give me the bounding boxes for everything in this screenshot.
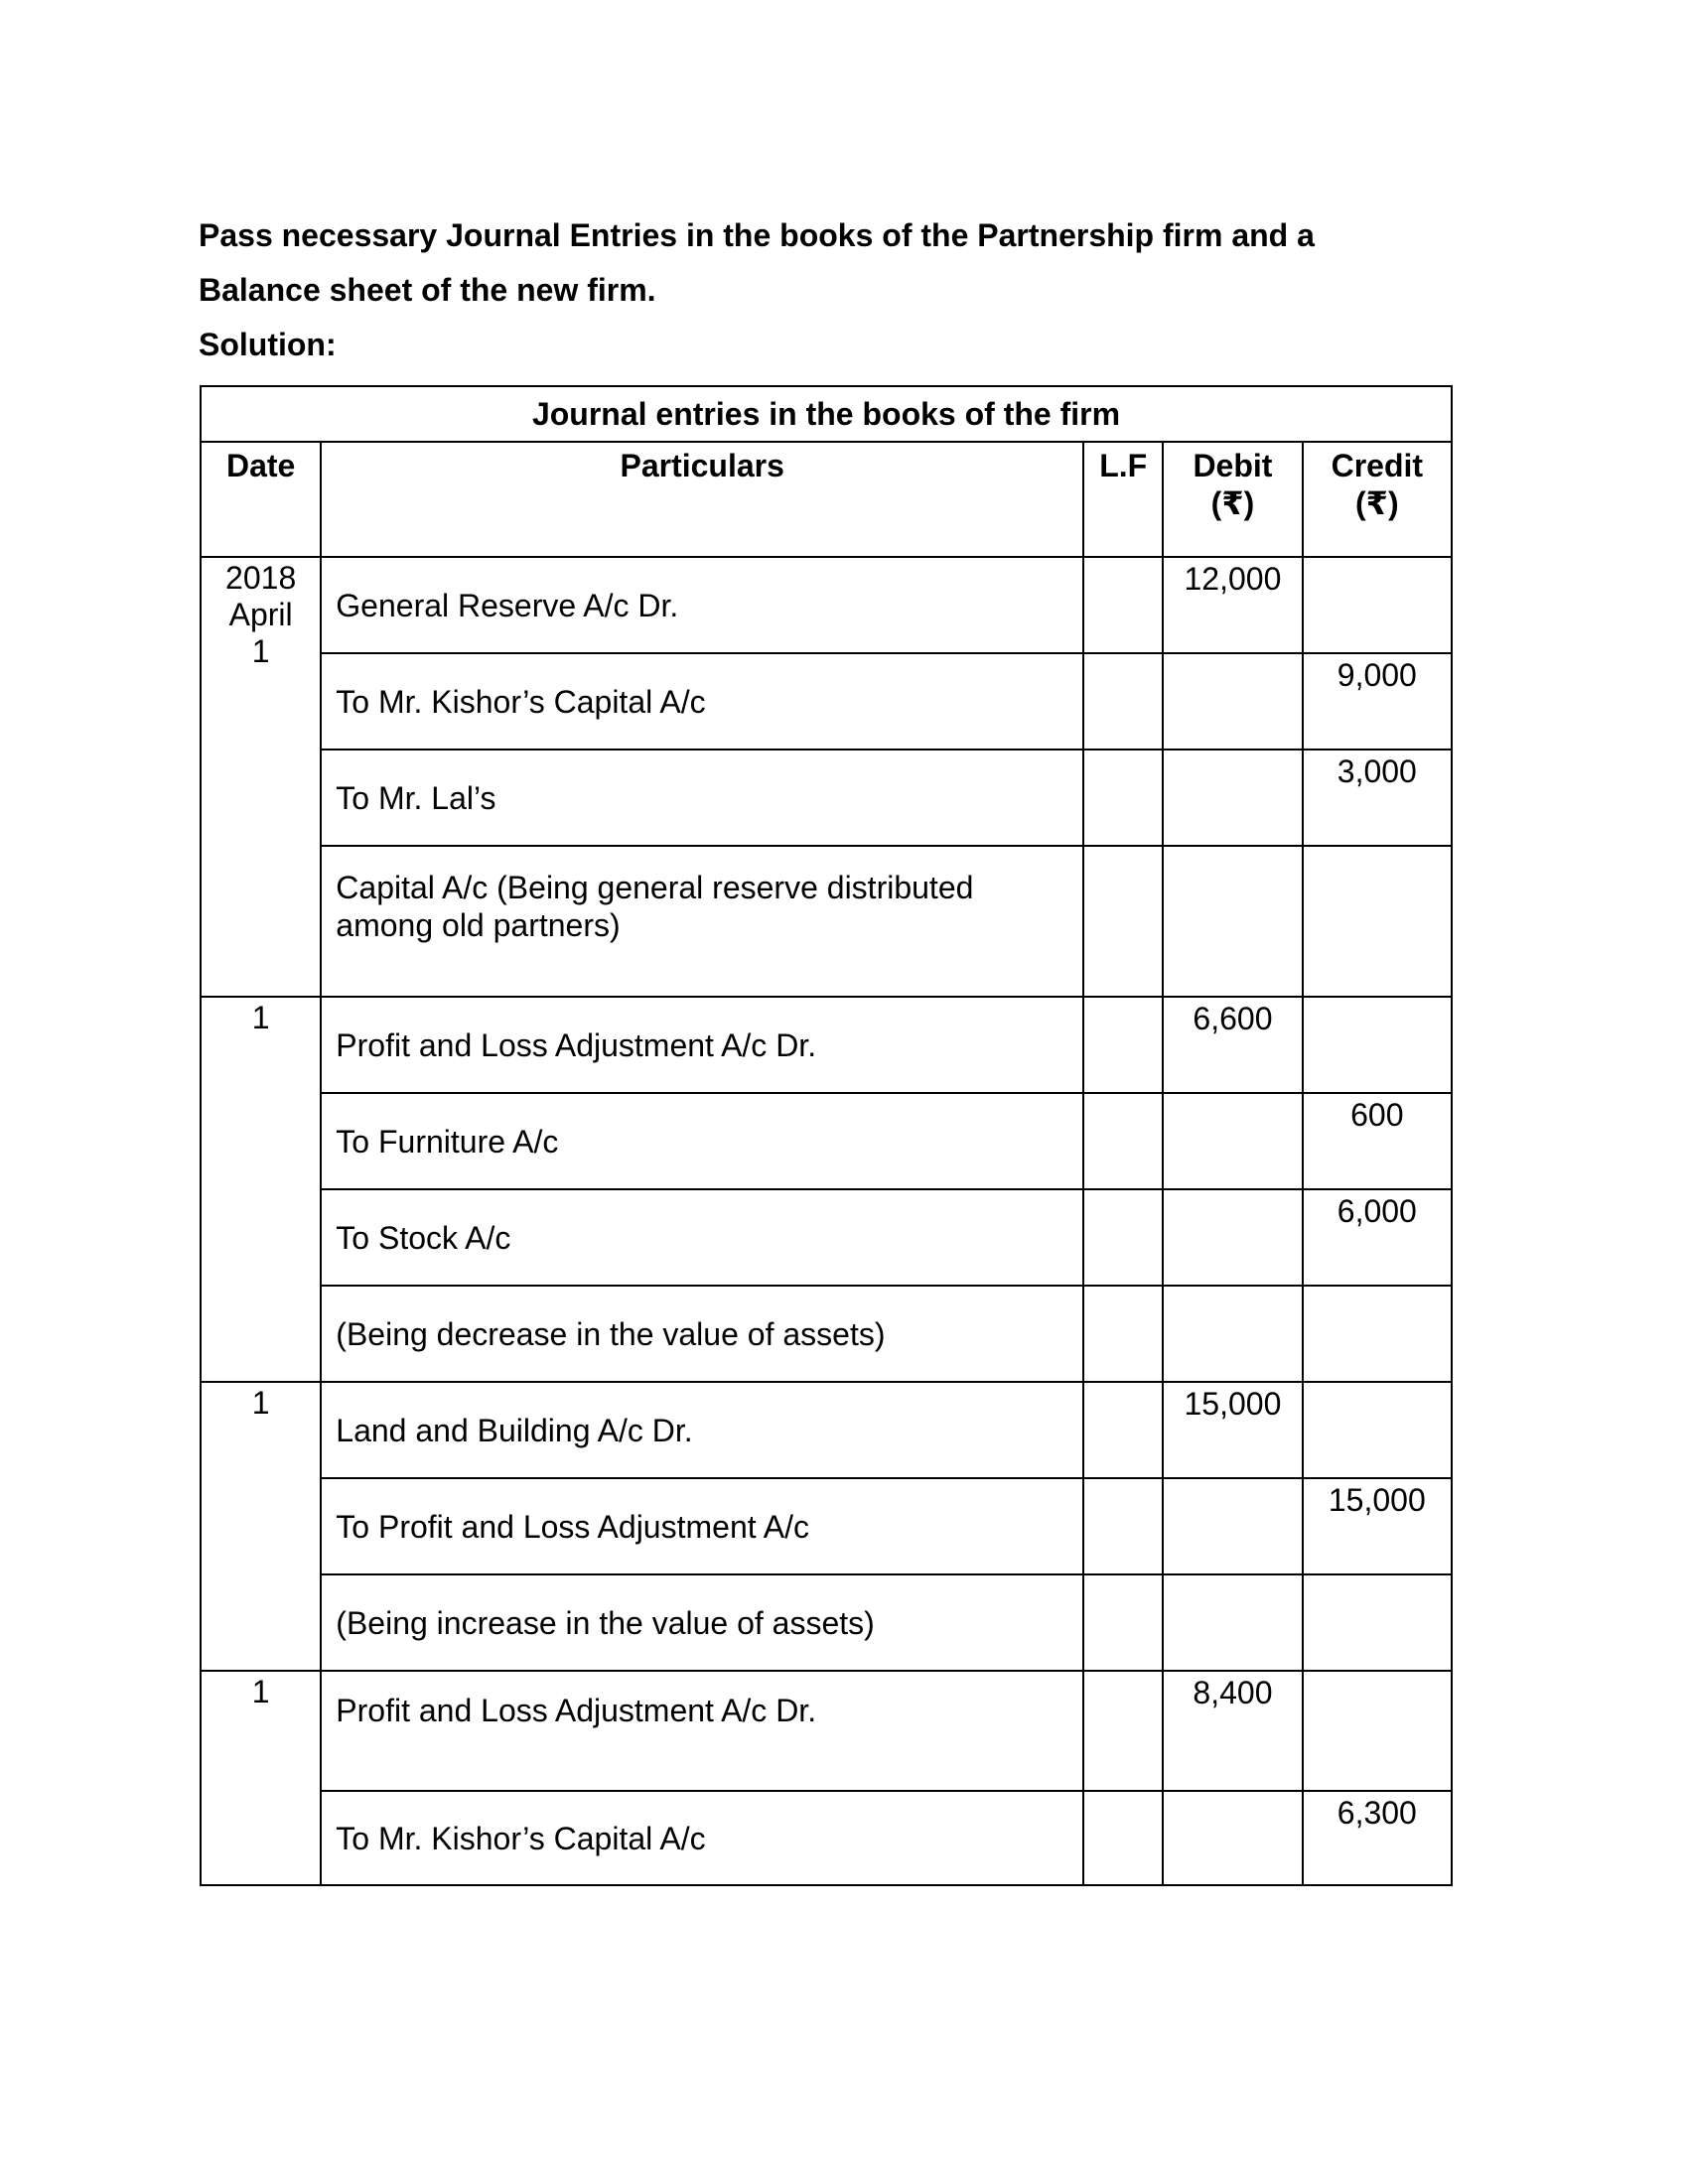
- particulars-cell: Profit and Loss Adjustment A/c Dr.: [321, 997, 1083, 1093]
- date-day: 1: [251, 1385, 270, 1421]
- table-row: [201, 1574, 1452, 1671]
- lf-cell: [1083, 1574, 1163, 1671]
- credit-cell: [1303, 1574, 1452, 1671]
- debit-cell: [1163, 750, 1302, 846]
- lf-cell: [1083, 1093, 1163, 1189]
- lf-cell: [1083, 557, 1163, 653]
- debit-cell: [1163, 1574, 1302, 1671]
- date-day: 1: [251, 1674, 270, 1709]
- particulars-cell: To Furniture A/c: [321, 1093, 1083, 1189]
- debit-cell: 6,600: [1163, 997, 1302, 1093]
- table-row: [201, 997, 1452, 1093]
- particulars-cell: (Being increase in the value of assets): [321, 1574, 1083, 1671]
- entry-date: [201, 1382, 321, 1671]
- table-row: [201, 1478, 1452, 1574]
- credit-cell: [1303, 1671, 1452, 1791]
- particulars-cell: To Mr. Lal’s: [321, 750, 1083, 846]
- lf-cell: [1083, 846, 1163, 997]
- particulars-cell: Profit and Loss Adjustment A/c Dr.: [321, 1671, 1083, 1791]
- debit-cell: 12,000: [1163, 557, 1302, 653]
- particulars-cell: To Mr. Kishor’s Capital A/c: [321, 653, 1083, 750]
- journal-table: [200, 385, 1453, 1886]
- lf-cell: [1083, 1671, 1163, 1791]
- credit-cell: 6,300: [1303, 1791, 1452, 1885]
- header-debit-unit: (₹): [1210, 485, 1255, 521]
- debit-cell: 15,000: [1163, 1382, 1302, 1478]
- credit-cell: 9,000: [1303, 653, 1452, 750]
- particulars-cell: To Mr. Kishor’s Capital A/c: [321, 1791, 1083, 1885]
- entry-date: [201, 1671, 321, 1885]
- table-row: [201, 1382, 1452, 1478]
- header-debit-label: Debit: [1193, 448, 1273, 483]
- header-particulars: Particulars: [321, 442, 1083, 557]
- credit-cell: [1303, 997, 1452, 1093]
- particulars-cell: General Reserve A/c Dr.: [321, 557, 1083, 653]
- debit-cell: 8,400: [1163, 1671, 1302, 1791]
- credit-cell: [1303, 557, 1452, 653]
- debit-cell: [1163, 1286, 1302, 1382]
- particulars-cell: (Being decrease in the value of assets): [321, 1286, 1083, 1382]
- table-row: [201, 653, 1452, 750]
- header-lf: L.F: [1083, 442, 1163, 557]
- table-row: [201, 557, 1452, 653]
- header-credit-unit: (₹): [1355, 485, 1399, 521]
- solution-label: Solution:: [199, 327, 337, 362]
- table-caption: Journal entries in the books of the firm: [201, 386, 1452, 442]
- header-date: Date: [201, 442, 321, 557]
- lf-cell: [1083, 750, 1163, 846]
- lf-cell: [1083, 1791, 1163, 1885]
- debit-cell: [1163, 1478, 1302, 1574]
- credit-cell: 600: [1303, 1093, 1452, 1189]
- table-row: [201, 1189, 1452, 1286]
- particulars-cell: To Profit and Loss Adjustment A/c: [321, 1478, 1083, 1574]
- table-row: [201, 1671, 1452, 1791]
- credit-cell: 15,000: [1303, 1478, 1452, 1574]
- debit-cell: [1163, 1791, 1302, 1885]
- lf-cell: [1083, 1382, 1163, 1478]
- lf-cell: [1083, 1189, 1163, 1286]
- debit-cell: [1163, 846, 1302, 997]
- entry-date: [201, 997, 321, 1382]
- header-credit-label: Credit: [1331, 448, 1424, 483]
- header-debit: [1163, 442, 1302, 557]
- table-row: [201, 750, 1452, 846]
- lf-cell: [1083, 1286, 1163, 1382]
- entry-date: [201, 557, 321, 997]
- credit-cell: [1303, 1286, 1452, 1382]
- debit-cell: [1163, 653, 1302, 750]
- date-day: 1: [251, 1000, 270, 1035]
- table-row: [201, 846, 1452, 997]
- question-line-1: Pass necessary Journal Entries in the books of the Partnership firm and a: [199, 217, 1315, 253]
- lf-cell: [1083, 653, 1163, 750]
- question-text: [199, 208, 1489, 372]
- particulars-cell: Capital A/c (Being general reserve distributed among old partners): [321, 846, 1083, 997]
- question-line-2: Balance sheet of the new firm.: [199, 272, 656, 308]
- particulars-cell: To Stock A/c: [321, 1189, 1083, 1286]
- debit-cell: [1163, 1189, 1302, 1286]
- debit-cell: [1163, 1093, 1302, 1189]
- date-day: 1: [251, 633, 270, 669]
- table-row: [201, 1286, 1452, 1382]
- lf-cell: [1083, 997, 1163, 1093]
- particulars-cell: Land and Building A/c Dr.: [321, 1382, 1083, 1478]
- credit-cell: [1303, 846, 1452, 997]
- header-credit: [1303, 442, 1452, 557]
- date-year: 2018: [225, 560, 297, 596]
- credit-cell: 6,000: [1303, 1189, 1452, 1286]
- lf-cell: [1083, 1478, 1163, 1574]
- credit-cell: 3,000: [1303, 750, 1452, 846]
- table-row: [201, 1093, 1452, 1189]
- date-month: April: [228, 597, 293, 632]
- credit-cell: [1303, 1382, 1452, 1478]
- table-row: [201, 1791, 1452, 1885]
